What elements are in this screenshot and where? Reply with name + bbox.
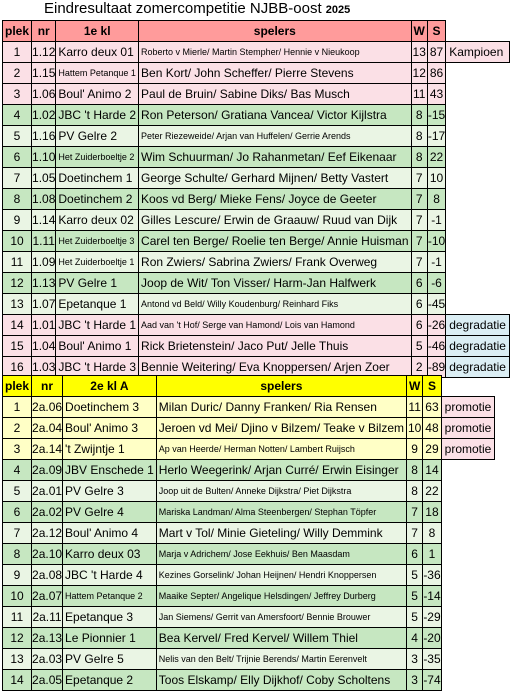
cell-spelers: George Schulte/ Gerhard Mijnen/ Betty Vastert xyxy=(139,168,412,189)
cell-plek: 8 xyxy=(3,189,32,210)
table-row xyxy=(3,418,495,439)
table-row xyxy=(3,189,510,210)
cell-plek: 13 xyxy=(3,294,32,315)
status-empty xyxy=(441,649,495,670)
cell-plek: 4 xyxy=(3,105,32,126)
cell-spelers: Paul de Bruin/ Sabine Diks/ Bas Musch xyxy=(139,84,412,105)
cell-s: 63 xyxy=(423,397,441,418)
cell-spelers: Toos Elskamp/ Elly Dijkhof/ Coby Scholtens xyxy=(156,670,406,691)
cell-nr: 2a.10 xyxy=(32,544,63,565)
cell-spelers: Herlo Weegerink/ Arjan Curré/ Erwin Eisinger xyxy=(156,460,406,481)
cell-w: 5 xyxy=(411,336,427,357)
cell-nr: 2a.08 xyxy=(32,565,63,586)
cell-spelers: Antond vd Beld/ Willy Koudenburg/ Reinhard Fiks xyxy=(139,294,412,315)
header-klasse: 1e kl xyxy=(56,21,139,42)
cell-spelers: Mariska Landman/ Alma Steenbergen/ Stephan Töpfer xyxy=(156,502,406,523)
cell-s: 22 xyxy=(427,147,445,168)
cell-s: -74 xyxy=(423,670,441,691)
cell-s: 8 xyxy=(427,189,445,210)
status-empty xyxy=(446,231,510,252)
header-spelers: spelers xyxy=(156,376,406,397)
cell-spelers: Jeroen vd Mei/ Djino v Bilzem/ Teake v Bilzem xyxy=(156,418,406,439)
table-row xyxy=(3,168,510,189)
status-empty xyxy=(441,460,495,481)
cell-nr: 1.10 xyxy=(32,147,56,168)
status-empty xyxy=(446,105,510,126)
table-header-row xyxy=(3,376,495,397)
cell-w: 5 xyxy=(406,607,422,628)
cell-w: 8 xyxy=(411,147,427,168)
table-body xyxy=(3,42,510,378)
cell-s: 14 xyxy=(423,460,441,481)
cell-nr: 1.14 xyxy=(32,210,56,231)
cell-nr: 1.12 xyxy=(32,42,56,63)
cell-s: -46 xyxy=(427,336,445,357)
cell-w: 7 xyxy=(411,231,427,252)
cell-s: 48 xyxy=(423,418,441,439)
status-empty xyxy=(446,63,510,84)
cell-spelers: Ben Kort/ John Scheffer/ Pierre Stevens xyxy=(139,63,412,84)
cell-nr: 2a.13 xyxy=(32,628,63,649)
cell-s: -1 xyxy=(427,252,445,273)
table-row xyxy=(3,84,510,105)
status-empty xyxy=(441,523,495,544)
cell-w: 7 xyxy=(406,502,422,523)
cell-spelers: Mart v Tol/ Minie Gieteling/ Willy Demmink xyxy=(156,523,406,544)
table-row xyxy=(3,210,510,231)
cell-plek: 9 xyxy=(3,565,32,586)
table-row xyxy=(3,336,510,357)
cell-plek: 2 xyxy=(3,418,32,439)
status-label: degradatie xyxy=(446,315,510,336)
table-row xyxy=(3,42,510,63)
cell-plek: 3 xyxy=(3,84,32,105)
cell-nr: 2a.07 xyxy=(32,586,63,607)
cell-w: 7 xyxy=(411,168,427,189)
cell-w: 5 xyxy=(406,586,422,607)
header-plek: plek xyxy=(3,21,32,42)
table-row xyxy=(3,586,495,607)
cell-spelers: Jan Siemens/ Gerrit van Amersfoort/ Bennie Brouwer xyxy=(156,607,406,628)
status-label: promotie xyxy=(441,397,495,418)
cell-plek: 6 xyxy=(3,147,32,168)
cell-s: 1 xyxy=(423,544,441,565)
cell-nr: 1.03 xyxy=(32,357,56,378)
header-spacer xyxy=(441,376,495,397)
cell-plek: 5 xyxy=(3,481,32,502)
status-empty xyxy=(441,565,495,586)
status-empty xyxy=(446,210,510,231)
cell-team: Karro deux 02 xyxy=(56,210,139,231)
cell-team: Karro deux 03 xyxy=(63,544,157,565)
cell-s: -10 xyxy=(427,231,445,252)
cell-spelers: Roberto v Mierle/ Martin Stempher/ Hennie v Nieukoop xyxy=(139,42,412,63)
cell-s: -17 xyxy=(427,126,445,147)
header-s: S xyxy=(423,376,441,397)
status-empty xyxy=(446,294,510,315)
cell-w: 11 xyxy=(411,84,427,105)
header-spacer xyxy=(446,21,510,42)
cell-w: 8 xyxy=(411,126,427,147)
cell-s: 8 xyxy=(423,523,441,544)
cell-w: 8 xyxy=(406,481,422,502)
table-row xyxy=(3,439,495,460)
table-row xyxy=(3,231,510,252)
cell-plek: 4 xyxy=(3,460,32,481)
cell-plek: 9 xyxy=(3,210,32,231)
cell-team: Epetanque 1 xyxy=(56,294,139,315)
cell-spelers: Joop uit de Bulten/ Anneke Dijkstra/ Piet Dijkstra xyxy=(156,481,406,502)
cell-team: Boul' Animo 2 xyxy=(56,84,139,105)
cell-spelers: Marja v Adrichem/ Jose Eekhuis/ Ben Maasdam xyxy=(156,544,406,565)
header-s: S xyxy=(427,21,445,42)
header-w: W xyxy=(411,21,427,42)
cell-nr: 2a.14 xyxy=(32,439,63,460)
cell-s: -45 xyxy=(427,294,445,315)
status-empty xyxy=(441,628,495,649)
cell-plek: 3 xyxy=(3,439,32,460)
cell-nr: 2a.11 xyxy=(32,607,63,628)
status-empty xyxy=(446,252,510,273)
status-empty xyxy=(446,189,510,210)
cell-team: Boul' Animo 4 xyxy=(63,523,157,544)
cell-s: -29 xyxy=(423,607,441,628)
cell-team: Hattem Petanque 1 xyxy=(56,63,139,84)
cell-spelers: Carel ten Berge/ Roelie ten Berge/ Annie Huisman xyxy=(139,231,412,252)
status-label: degradatie xyxy=(446,357,510,378)
cell-plek: 5 xyxy=(3,126,32,147)
cell-s: -14 xyxy=(423,586,441,607)
cell-nr: 1.15 xyxy=(32,63,56,84)
cell-nr: 2a.01 xyxy=(32,481,63,502)
cell-nr: 1.08 xyxy=(32,189,56,210)
cell-nr: 1.11 xyxy=(32,231,56,252)
cell-team: PV Gelre 5 xyxy=(63,649,157,670)
cell-w: 11 xyxy=(406,397,422,418)
table-row xyxy=(3,105,510,126)
cell-w: 7 xyxy=(406,523,422,544)
cell-team: Epetanque 2 xyxy=(63,670,157,691)
cell-s: 29 xyxy=(423,439,441,460)
cell-spelers: Wim Schuurman/ Jo Rahanmetan/ Eef Eikenaar xyxy=(139,147,412,168)
header-plek: plek xyxy=(3,376,32,397)
cell-plek: 11 xyxy=(3,607,32,628)
cell-plek: 13 xyxy=(3,649,32,670)
cell-team: Het Zuiderboeltje 2 xyxy=(56,147,139,168)
cell-team: JBV Enschede 1 xyxy=(63,460,157,481)
cell-plek: 7 xyxy=(3,523,32,544)
cell-spelers: Gilles Lescure/ Erwin de Graauw/ Ruud van Dijk xyxy=(139,210,412,231)
cell-plek: 10 xyxy=(3,231,32,252)
cell-nr: 2a.06 xyxy=(32,397,63,418)
title-text: Eindresultaat zomercompetitie NJBB-oost xyxy=(44,0,322,17)
cell-spelers: Koos vd Berg/ Mieke Fens/ Joyce de Geeter xyxy=(139,189,412,210)
cell-s: -36 xyxy=(423,565,441,586)
cell-team: JBC 't Harde 3 xyxy=(56,357,139,378)
cell-nr: 1.01 xyxy=(32,315,56,336)
standings-table-1e-klasse xyxy=(2,20,510,378)
cell-plek: 10 xyxy=(3,586,32,607)
header-nr: nr xyxy=(32,21,56,42)
cell-plek: 2 xyxy=(3,63,32,84)
status-empty xyxy=(441,670,495,691)
cell-w: 4 xyxy=(406,628,422,649)
table-row xyxy=(3,649,495,670)
cell-spelers: Bea Kervel/ Fred Kervel/ Willem Thiel xyxy=(156,628,406,649)
cell-spelers: Bennie Weitering/ Eva Knoppersen/ Arjen Zoer xyxy=(139,357,412,378)
table-row xyxy=(3,126,510,147)
cell-plek: 12 xyxy=(3,273,32,294)
cell-nr: 1.16 xyxy=(32,126,56,147)
cell-team: Het Zuiderboeltje 3 xyxy=(56,231,139,252)
cell-spelers: Maaike Septer/ Angelique Helsdingen/ Jeffrey Durberg xyxy=(156,586,406,607)
cell-plek: 15 xyxy=(3,336,32,357)
cell-w: 5 xyxy=(406,565,422,586)
cell-w: 6 xyxy=(411,273,427,294)
table-row xyxy=(3,502,495,523)
cell-s: 22 xyxy=(423,481,441,502)
cell-plek: 14 xyxy=(3,670,32,691)
cell-s: 10 xyxy=(427,168,445,189)
cell-s: -15 xyxy=(427,105,445,126)
cell-team: PV Gelre 4 xyxy=(63,502,157,523)
cell-w: 2 xyxy=(411,357,427,378)
status-empty xyxy=(441,544,495,565)
table-row xyxy=(3,544,495,565)
table-row xyxy=(3,147,510,168)
cell-w: 6 xyxy=(411,315,427,336)
table-row xyxy=(3,523,495,544)
cell-s: -89 xyxy=(427,357,445,378)
status-empty xyxy=(441,481,495,502)
table-row xyxy=(3,294,510,315)
status-empty xyxy=(446,126,510,147)
cell-nr: 2a.05 xyxy=(32,670,63,691)
table-row xyxy=(3,628,495,649)
cell-plek: 14 xyxy=(3,315,32,336)
cell-spelers: Milan Duric/ Danny Franken/ Ria Rensen xyxy=(156,397,406,418)
cell-w: 7 xyxy=(411,189,427,210)
cell-nr: 1.02 xyxy=(32,105,56,126)
standings-table-2e-klasse-a xyxy=(2,375,495,691)
cell-w: 6 xyxy=(406,544,422,565)
cell-nr: 2a.02 xyxy=(32,502,63,523)
table-row xyxy=(3,397,495,418)
page-title xyxy=(44,0,350,18)
cell-w: 3 xyxy=(406,670,422,691)
cell-nr: 1.06 xyxy=(32,84,56,105)
cell-nr: 1.13 xyxy=(32,273,56,294)
table-header-row xyxy=(3,21,510,42)
cell-plek: 12 xyxy=(3,628,32,649)
table-row xyxy=(3,670,495,691)
header-klasse: 2e kl A xyxy=(63,376,157,397)
cell-s: -26 xyxy=(427,315,445,336)
cell-plek: 16 xyxy=(3,357,32,378)
status-empty xyxy=(446,84,510,105)
cell-s: 43 xyxy=(427,84,445,105)
cell-spelers: Ap van Heerde/ Herman Notten/ Lambert Ruijsch xyxy=(156,439,406,460)
table-row xyxy=(3,607,495,628)
cell-s: -6 xyxy=(427,273,445,294)
cell-s: -20 xyxy=(423,628,441,649)
cell-nr: 2a.04 xyxy=(32,418,63,439)
cell-team: Hattem Petanque 2 xyxy=(63,586,157,607)
header-nr: nr xyxy=(32,376,63,397)
cell-spelers: Ron Zwiers/ Sabrina Zwiers/ Frank Overweg xyxy=(139,252,412,273)
cell-team: Le Pionnier 1 xyxy=(63,628,157,649)
cell-team: PV Gelre 1 xyxy=(56,273,139,294)
cell-plek: 1 xyxy=(3,397,32,418)
status-label: Kampioen xyxy=(446,42,510,63)
cell-plek: 7 xyxy=(3,168,32,189)
cell-w: 13 xyxy=(411,42,427,63)
cell-team: Doetinchem 1 xyxy=(56,168,139,189)
cell-team: PV Gelre 3 xyxy=(63,481,157,502)
table-body xyxy=(3,397,495,691)
cell-w: 6 xyxy=(411,294,427,315)
cell-nr: 2a.09 xyxy=(32,460,63,481)
cell-nr: 1.04 xyxy=(32,336,56,357)
cell-spelers: Rick Brietenstein/ Jaco Put/ Jelle Thuis xyxy=(139,336,412,357)
cell-team: JBC 't Harde 2 xyxy=(56,105,139,126)
status-empty xyxy=(441,586,495,607)
header-spelers: spelers xyxy=(139,21,412,42)
status-empty xyxy=(441,502,495,523)
cell-w: 7 xyxy=(411,252,427,273)
cell-spelers: Aad van 't Hof/ Serge van Hamond/ Lois van Hamond xyxy=(139,315,412,336)
table-row xyxy=(3,565,495,586)
cell-spelers: Ron Peterson/ Gratiana Vancea/ Victor Kijlstra xyxy=(139,105,412,126)
cell-nr: 1.05 xyxy=(32,168,56,189)
cell-w: 12 xyxy=(411,63,427,84)
status-empty xyxy=(446,168,510,189)
cell-s: 87 xyxy=(427,42,445,63)
cell-nr: 1.07 xyxy=(32,294,56,315)
table-row xyxy=(3,460,495,481)
cell-nr: 2a.03 xyxy=(32,649,63,670)
table-row xyxy=(3,252,510,273)
cell-w: 8 xyxy=(406,460,422,481)
cell-team: Doetinchem 3 xyxy=(63,397,157,418)
status-label: promotie xyxy=(441,418,495,439)
cell-s: -1 xyxy=(427,210,445,231)
cell-team: Boul' Animo 3 xyxy=(63,418,157,439)
cell-team: Doetinchem 2 xyxy=(56,189,139,210)
cell-spelers: Nelis van den Belt/ Trijnie Berends/ Martin Eerenvelt xyxy=(156,649,406,670)
cell-s: 86 xyxy=(427,63,445,84)
cell-s: 18 xyxy=(423,502,441,523)
cell-team: JBC 't Harde 1 xyxy=(56,315,139,336)
status-empty xyxy=(446,273,510,294)
cell-team: Het Zuiderboeltje 1 xyxy=(56,252,139,273)
cell-plek: 6 xyxy=(3,502,32,523)
cell-w: 8 xyxy=(411,105,427,126)
cell-spelers: Peter Riezeweide/ Arjan van Huffelen/ Gerrie Arends xyxy=(139,126,412,147)
table-row xyxy=(3,63,510,84)
cell-spelers: Joop de Wit/ Ton Visser/ Harm-Jan Halfwerk xyxy=(139,273,412,294)
cell-nr: 2a.12 xyxy=(32,523,63,544)
cell-team: Karro deux 01 xyxy=(56,42,139,63)
cell-team: Boul' Animo 1 xyxy=(56,336,139,357)
cell-team: 't Zwijntje 1 xyxy=(63,439,157,460)
cell-team: Epetanque 3 xyxy=(63,607,157,628)
cell-w: 7 xyxy=(411,210,427,231)
cell-spelers: Kezines Gorselink/ Johan Heijnen/ Hendri Knoppersen xyxy=(156,565,406,586)
cell-team: JBC 't Harde 4 xyxy=(63,565,157,586)
cell-w: 3 xyxy=(406,649,422,670)
cell-w: 9 xyxy=(406,439,422,460)
cell-plek: 11 xyxy=(3,252,32,273)
header-w: W xyxy=(406,376,422,397)
cell-team: PV Gelre 2 xyxy=(56,126,139,147)
table-row xyxy=(3,273,510,294)
cell-plek: 1 xyxy=(3,42,32,63)
status-empty xyxy=(441,607,495,628)
title-year: 2025 xyxy=(325,4,351,16)
table-row xyxy=(3,315,510,336)
cell-plek: 8 xyxy=(3,544,32,565)
cell-nr: 1.09 xyxy=(32,252,56,273)
table-row xyxy=(3,481,495,502)
cell-w: 10 xyxy=(406,418,422,439)
status-label: degradatie xyxy=(446,336,510,357)
cell-s: -35 xyxy=(423,649,441,670)
status-empty xyxy=(446,147,510,168)
status-label: promotie xyxy=(441,439,495,460)
